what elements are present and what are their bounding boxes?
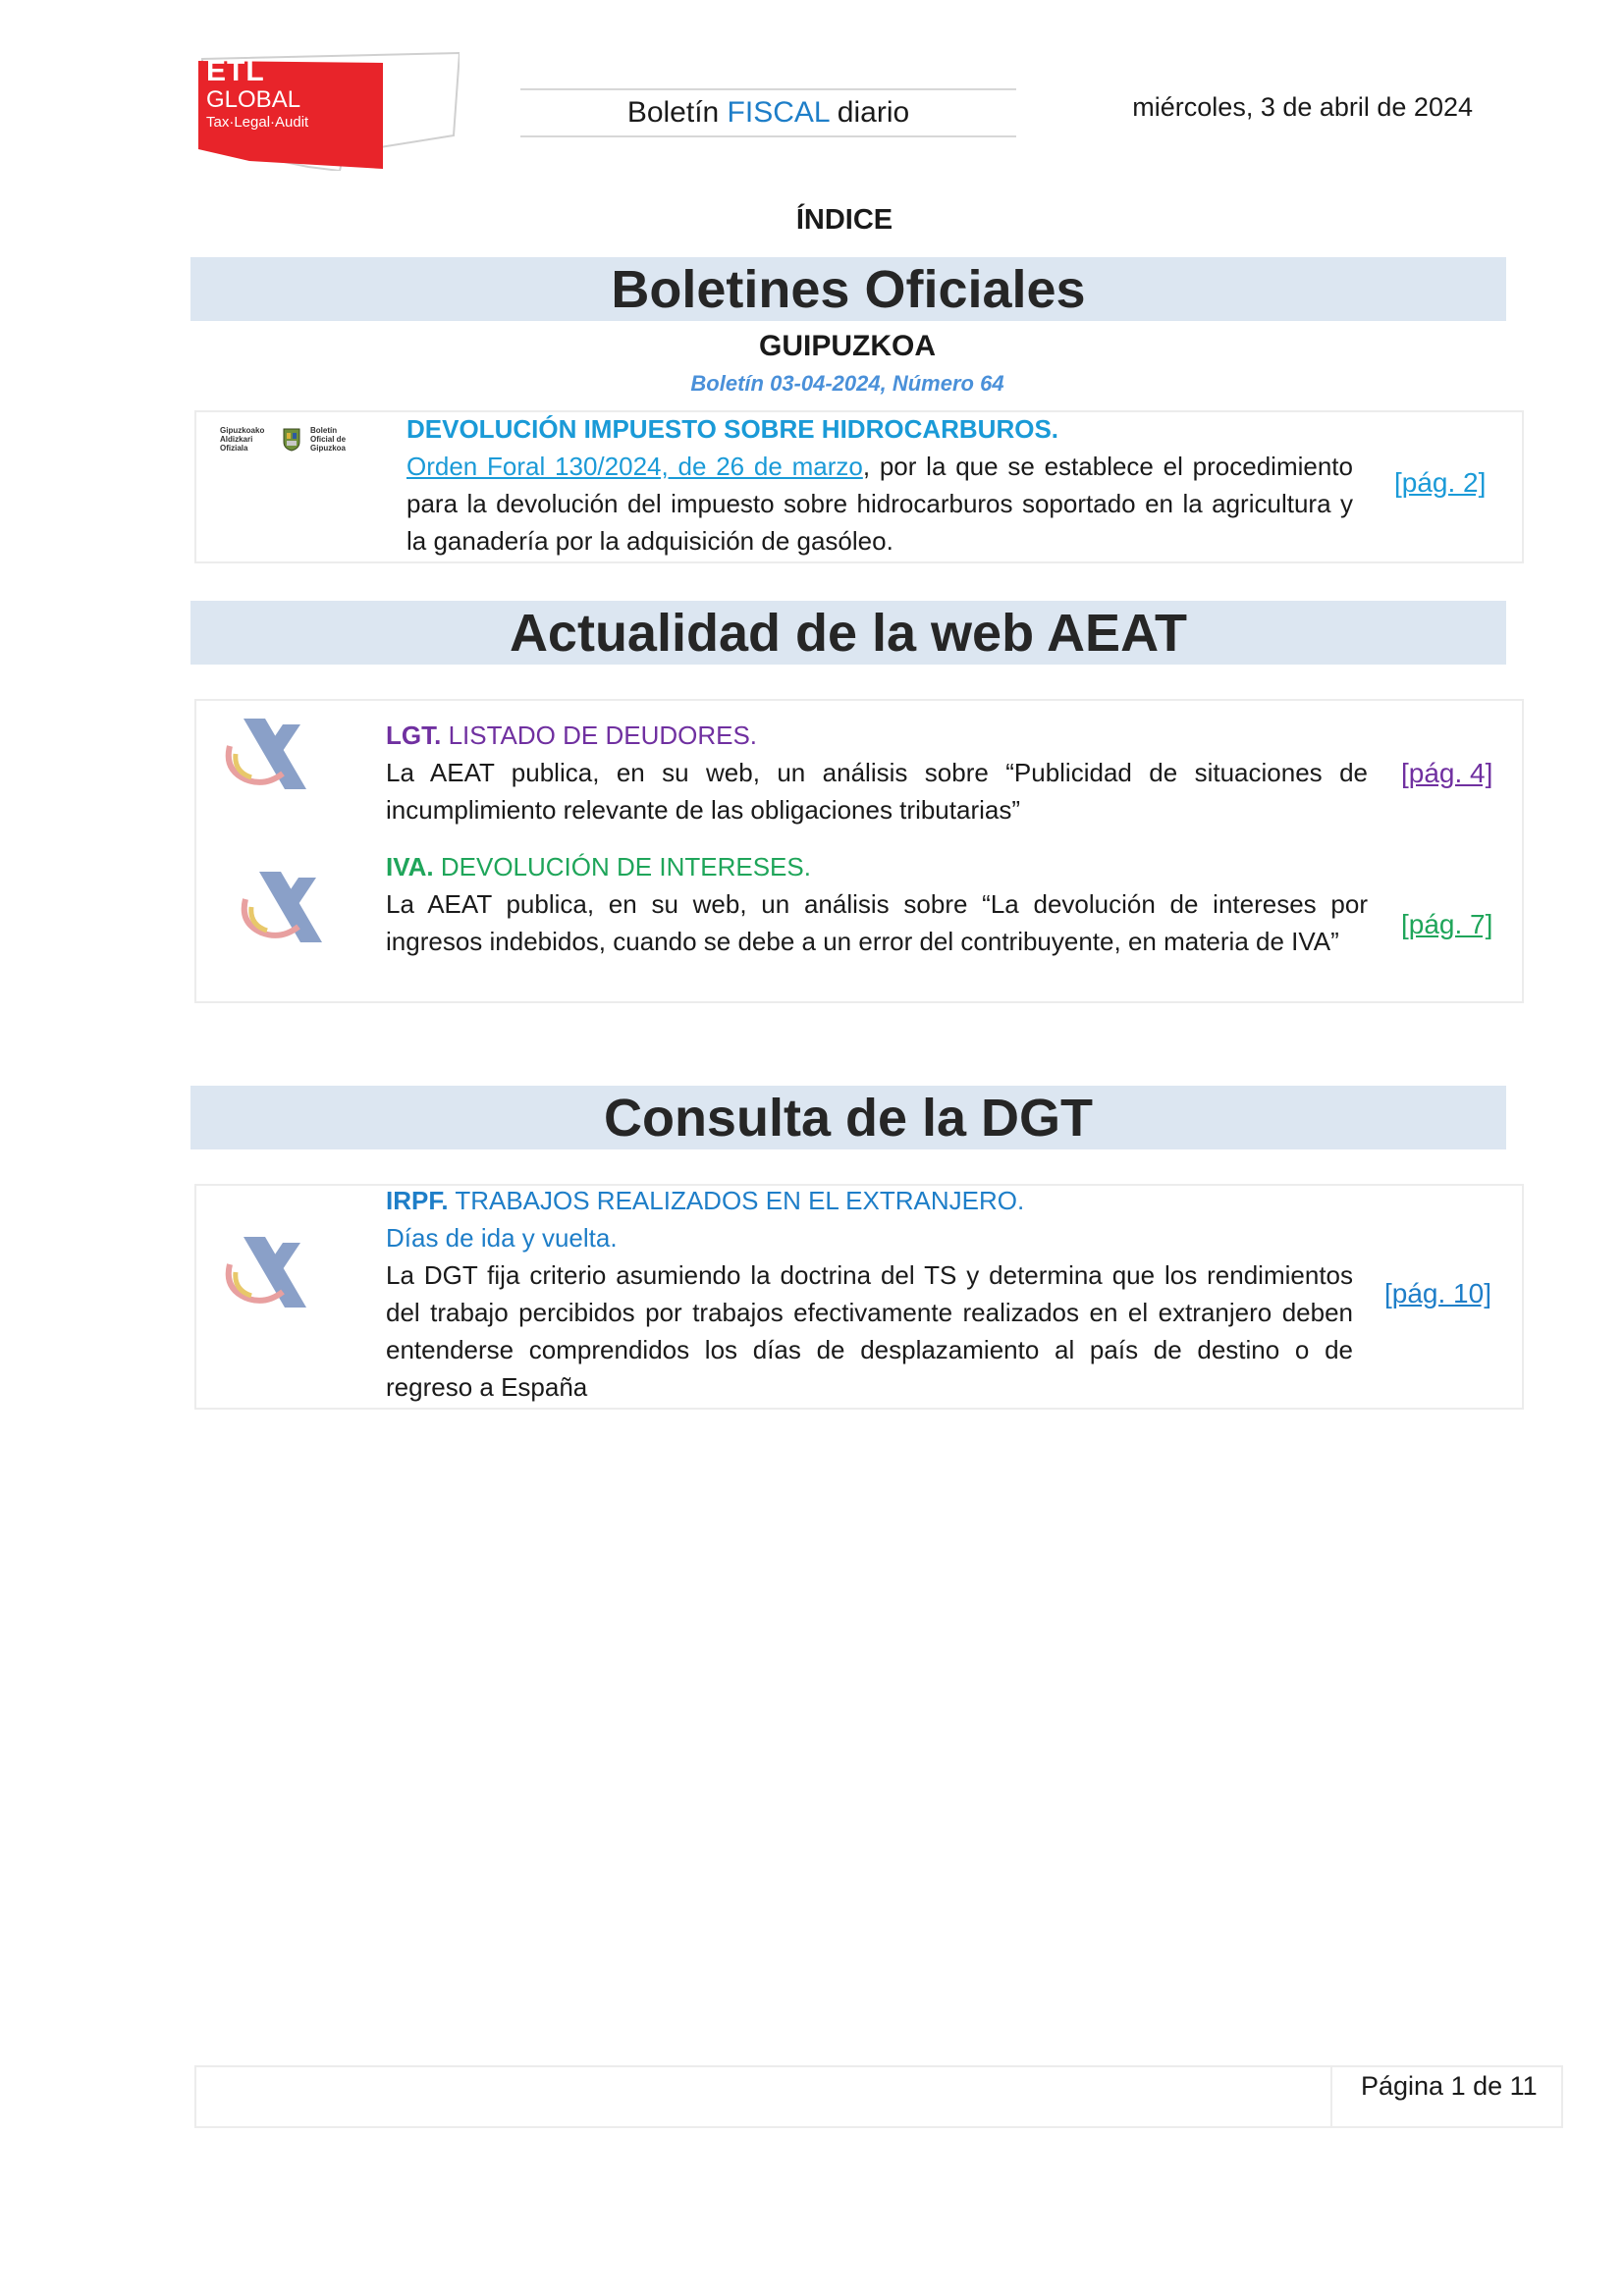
gip-right-line: Boletín: [310, 426, 338, 435]
gip-logo-left: [220, 426, 264, 453]
logo-text: [206, 57, 308, 130]
gip-right-line: Oficial de: [310, 435, 347, 444]
page-number: Página 1 de 11: [1361, 2071, 1538, 2101]
bulletin-number: Boletín 03-04-2024, Número 64: [690, 371, 1004, 396]
section-title-aeat: Actualidad de la web AEAT: [190, 601, 1506, 665]
entry-title: DEVOLUCIÓN DE INTERESES.: [433, 852, 811, 881]
aeat-entry-lgt: [386, 717, 1368, 828]
page-ref-link[interactable]: [pág. 2]: [1394, 467, 1487, 498]
page-ref-link[interactable]: [pág. 7]: [1401, 909, 1493, 939]
logo-etl: ETL: [206, 55, 265, 87]
gip-logo-right: [310, 426, 346, 453]
section-title-dgt: Consulta de la DGT: [190, 1086, 1506, 1149]
title-pre: Boletín: [626, 96, 728, 129]
title-post: diario: [829, 96, 910, 129]
aeat-logo-icon: [238, 868, 332, 946]
entry-heading: [386, 1182, 1353, 1219]
entry-heading: [386, 848, 1368, 885]
logo-tagline: Tax·Legal·Audit: [206, 114, 309, 131]
entry-body: La DGT fija criterio asumiendo la doctrina del TS y determina que los rendimientos del trabajo percibidos por trabajos efectivamente realizados en el extranjero deben entenderse comprendidos los días de desplazamiento al país de destino o de regreso a España: [386, 1260, 1353, 1402]
dgt-entry: [386, 1182, 1353, 1406]
entry-heading: [386, 717, 1368, 754]
gipuzkoa-logo: [220, 424, 367, 459]
section-title-boletines: Boletines Oficiales: [190, 257, 1506, 321]
gip-right-line: Gipuzkoa: [310, 444, 347, 453]
entry-body: [406, 448, 1353, 560]
gipuzkoa-shield-icon: [283, 428, 300, 452]
etl-global-logo: [196, 51, 460, 171]
entry-heading: DEVOLUCIÓN IMPUESTO SOBRE HIDROCARBUROS.: [406, 414, 1059, 444]
page-footer: [194, 2065, 1563, 2128]
aeat-logo-icon: [222, 1233, 316, 1311]
footer-divider: [1330, 2067, 1332, 2126]
entry-body: La AEAT publica, en su web, un análisis sobre “La devolución de intereses por ingresos indebidos, cuando se debe a un error del contribuyente, en materia de IVA”: [386, 889, 1368, 956]
aeat-entry-iva: [386, 848, 1368, 960]
region-title: GUIPUZKOA: [759, 330, 936, 362]
entry-tag: IVA.: [386, 852, 434, 881]
boletines-entry: [406, 410, 1353, 560]
entry-subheading: Días de ida y vuelta.: [386, 1223, 618, 1253]
logo-global: GLOBAL: [206, 86, 301, 113]
title-accent: FISCAL: [727, 96, 830, 129]
orden-foral-link[interactable]: Orden Foral 130/2024, de 26 de marzo: [406, 452, 863, 481]
aeat-logo-icon: [222, 715, 316, 793]
entry-title: TRABAJOS REALIZADOS EN EL EXTRANJERO.: [448, 1186, 1025, 1215]
newsletter-title: [520, 88, 1016, 137]
gip-left-line: Ofiziala: [220, 444, 248, 453]
index-title: ÍNDICE: [795, 204, 893, 236]
entry-title: LISTADO DE DEUDORES.: [441, 721, 758, 750]
page-ref-link[interactable]: [pág. 4]: [1401, 758, 1493, 788]
gip-left-line: Aldizkari: [220, 435, 253, 444]
entry-tag: IRPF.: [386, 1186, 449, 1215]
entry-body-text: , por la que se establece el procedimiento para la devolución del impuesto sobre hidrocarburos soportado en la agricultura y la ganadería por la adquisición de gasóleo.: [406, 452, 1353, 556]
entry-body: La AEAT publica, en su web, un análisis sobre “Publicidad de situaciones de incumplimiento relevante de las obligaciones tributarias”: [386, 758, 1368, 825]
entry-tag: LGT.: [386, 721, 442, 750]
page-ref-link[interactable]: [pág. 10]: [1384, 1278, 1491, 1308]
gip-left-line: Gipuzkoako: [220, 426, 265, 435]
header-date: miércoles, 3 de abril de 2024: [1132, 92, 1473, 122]
